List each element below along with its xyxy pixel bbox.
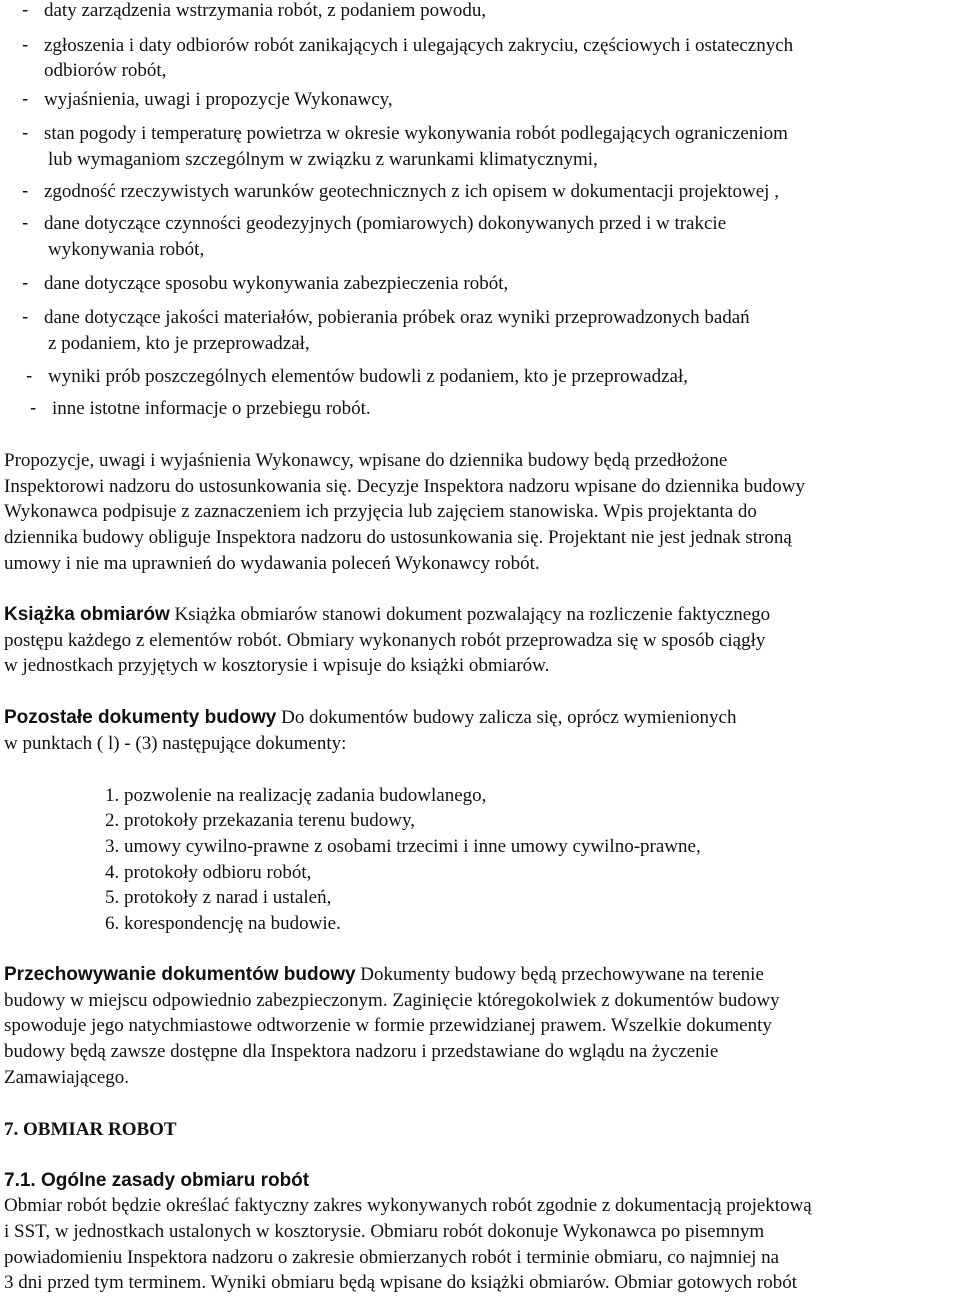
paragraph-line: w jednostkach przyjętych w kosztorysie i wpisuje do książki obmiarów. — [4, 655, 550, 676]
list-item: - inne istotne informacje o przebiegu robót. — [30, 396, 371, 422]
paragraph-line: budowy w miejscu odpowiednio zabezpieczonym. Zaginięcie któregokolwiek z dokumentów budowy — [4, 990, 780, 1011]
paragraph-line: budowy będą zawsze dostępne dla Inspektora nadzoru i przedstawiane do wglądu na życzenie — [4, 1041, 719, 1062]
dash-bullet: - — [22, 307, 29, 328]
paragraph-line: powiadomieniu Inspektora nadzoru o zakresie obmierzanych robót i terminie obmiaru, co najmniej na — [4, 1247, 780, 1268]
paragraph-line: umowy i nie ma uprawnień do wydawania poleceń Wykonawcy robót. — [4, 553, 540, 574]
paragraph-line: Wykonawca podpisuje z zaznaczeniem ich przyjęcia lub zajęciem stanowiska. Wpis projektanta do — [4, 501, 757, 522]
list-item-continuation: lub wymaganiom szczególnym w związku z warunkami klimatycznymi, — [48, 149, 598, 170]
section-7-heading: 7. OBMIAR ROBOT — [4, 1119, 177, 1140]
other-documents-paragraph: Pozostałe dokumenty budowy Do dokumentów budowy zalicza się, oprócz wymienionych — [4, 707, 737, 728]
paragraph-line: Zamawiającego. — [4, 1067, 130, 1088]
dash-bullet: - — [22, 0, 29, 21]
dash-bullet: - — [22, 181, 29, 202]
list-item: - zgodność rzeczywistych warunków geotechnicznych z ich opisem w dokumentacji projektowej , — [22, 179, 779, 205]
section-heading: Pozostałe dokumenty budowy — [4, 707, 277, 728]
dash-bullet: - — [26, 366, 33, 387]
list-item: - stan pogody i temperaturę powietrza w okresie wykonywania robót podlegających ograniczeniom — [22, 121, 788, 147]
dash-bullet: - — [22, 35, 29, 56]
list-item-continuation: z podaniem, kto je przeprowadzał, — [48, 333, 310, 354]
numbered-list-item: 5. protokoły z narad i ustaleń, — [105, 887, 332, 908]
list-item-continuation: odbiorów robót, — [44, 60, 167, 81]
dash-bullet: - — [22, 123, 29, 144]
list-item: - zgłoszenia i daty odbiorów robót zanikających i ulegających zakryciu, częściowych i ostatecznych — [22, 33, 793, 59]
dash-bullet: - — [30, 398, 37, 419]
paragraph-line: i SST, w jednostkach ustalonych w kosztorysie. Obmiaru robót dokonuje Wykonawca po pisemnym — [4, 1221, 765, 1242]
paragraph-line: spowoduje jego natychmiastowe odtworzenie w formie przewidzianej prawem. Wszelkie dokumenty — [4, 1015, 772, 1036]
section-heading: Przechowywanie dokumentów budowy — [4, 964, 356, 985]
storage-paragraph: Przechowywanie dokumentów budowy Dokumenty budowy będą przechowywane na terenie — [4, 964, 764, 985]
list-item: - dane dotyczące czynności geodezyjnych (pomiarowych) dokonywanych przed i w trakcie — [22, 211, 726, 237]
measurement-book-paragraph: Książka obmiarów Książka obmiarów stanowi dokument pozwalający na rozliczenie faktycznego — [4, 604, 771, 625]
numbered-list-item: 4. protokoły odbioru robót, — [105, 862, 312, 883]
numbered-list-item: 3. umowy cywilno-prawne z osobami trzecimi i inne umowy cywilno-prawne, — [105, 836, 701, 857]
section-7-1-heading: 7.1. Ogólne zasady obmiaru robót — [4, 1170, 310, 1191]
list-item: - dane dotyczące jakości materiałów, pobierania próbek oraz wyniki przeprowadzonych badań — [22, 305, 750, 331]
numbered-list-item: 2. protokoły przekazania terenu budowy, — [105, 810, 416, 831]
paragraph-line: Obmiar robót będzie określać faktyczny zakres wykonywanych robót zgodnie z dokumentacją projektową — [4, 1195, 812, 1216]
paragraph-line: w punktach ( l) - (3) następujące dokumenty: — [4, 733, 347, 754]
list-item: - dane dotyczące sposobu wykonywania zabezpieczenia robót, — [22, 271, 508, 297]
numbered-list-item: 6. korespondencję na budowie. — [105, 913, 341, 934]
numbered-list-item: 1. pozwolenie na realizację zadania budowlanego, — [105, 785, 487, 806]
list-item-continuation: wykonywania robót, — [48, 239, 205, 260]
list-item: - wyjaśnienia, uwagi i propozycje Wykonawcy, — [22, 87, 393, 113]
paragraph-line: 3 dni przed tym terminem. Wyniki obmiaru będą wpisane do książki obmiarów. Obmiar gotowych robót — [4, 1272, 797, 1293]
paragraph-line: postępu każdego z elementów robót. Obmiary wykonanych robót przeprowadza się w sposób ciągły — [4, 630, 766, 651]
paragraph-line: dziennika budowy obliguje Inspektora nadzoru do ustosunkowania się. Projektant nie jest jednak stroną — [4, 527, 792, 548]
dash-bullet: - — [22, 89, 29, 110]
dash-bullet: - — [22, 273, 29, 294]
list-item: - wyniki prób poszczególnych elementów budowli z podaniem, kto je przeprowadzał, — [26, 364, 688, 390]
section-heading: Książka obmiarów — [4, 604, 170, 625]
list-item: - daty zarządzenia wstrzymania robót, z podaniem powodu, — [22, 0, 486, 24]
paragraph-line: Inspektorowi nadzoru do ustosunkowania się. Decyzje Inspektora nadzoru wpisane do dziennika budowy — [4, 476, 805, 497]
dash-bullet: - — [22, 213, 29, 234]
paragraph-line: Propozycje, uwagi i wyjaśnienia Wykonawcy, wpisane do dziennika budowy będą przedłożone — [4, 450, 728, 471]
